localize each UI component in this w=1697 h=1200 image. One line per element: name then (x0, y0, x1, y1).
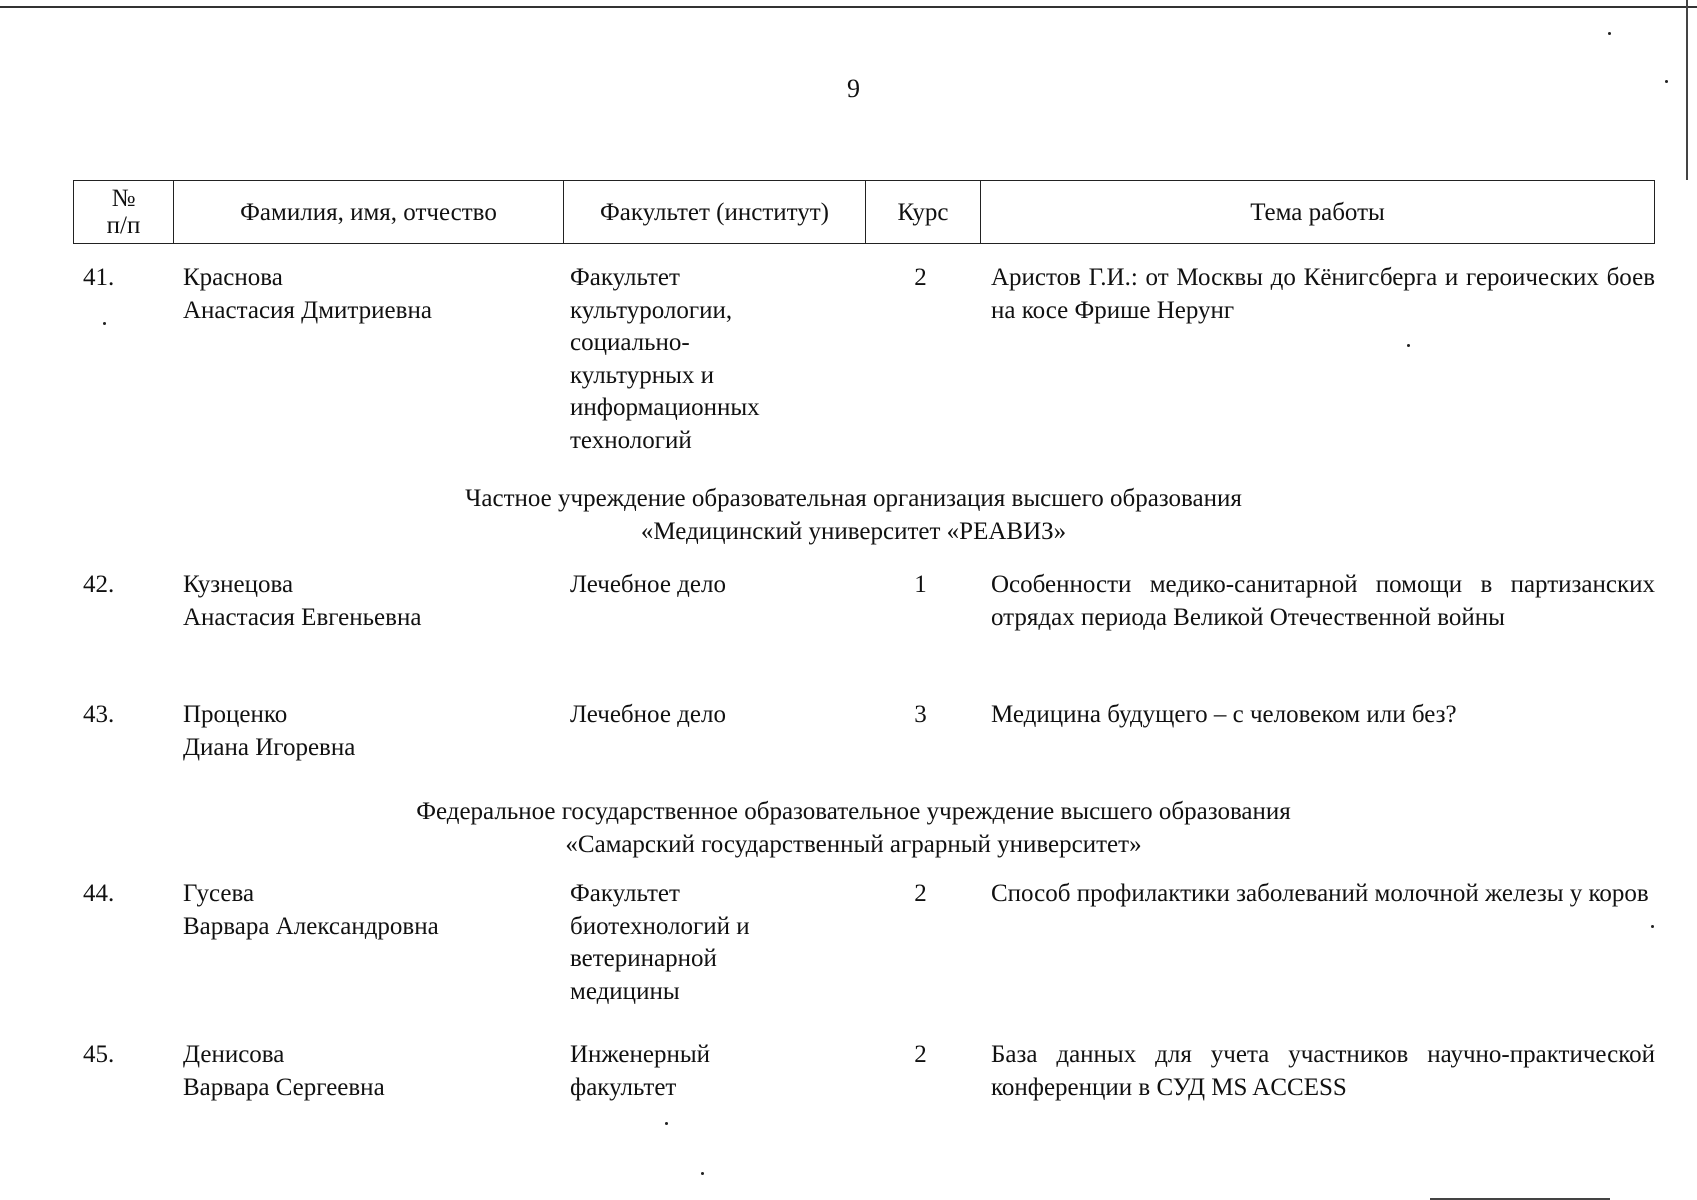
faculty: Лечебное дело (570, 571, 726, 598)
row-number: 43. (83, 701, 115, 728)
faculty: Факультет культурологии, социально- культурных и информационных технологий (570, 264, 760, 454)
course: 2 (914, 1041, 927, 1068)
header-topic: Тема работы (1250, 198, 1385, 226)
faculty: Факультет биотехнологий и ветеринарной медицины (570, 880, 750, 1005)
student-name: Кузнецова Анастасия Евгеньевна (183, 571, 422, 631)
institution-heading: Федеральное государственное образовательное учреждение высшего образования «Самарский государственный аграрный университет» (416, 798, 1291, 858)
topic: Способ профилактики заболеваний молочной железы у коров (991, 880, 1649, 907)
table-header (73, 180, 1655, 244)
header-course: Курс (866, 181, 981, 243)
row-number: 41. (83, 264, 115, 291)
table-row (73, 878, 1655, 1008)
topic: Особенности медико-санитарной помощи в партизанских отрядах периода Великой Отечественной войны (991, 571, 1655, 631)
student-name: Денисова Варвара Сергеевна (183, 1041, 385, 1101)
header-num: № п/п (74, 181, 174, 243)
course: 3 (914, 701, 927, 728)
row-number: 45. (83, 1041, 115, 1068)
scan-speck (665, 1122, 668, 1125)
top-border-line (0, 6, 1697, 8)
header-name: Фамилия, имя, отчество (174, 181, 564, 243)
faculty: Инженерный факультет (570, 1041, 711, 1101)
page-number: 9 (847, 74, 860, 103)
scan-speck (1608, 32, 1611, 35)
faculty: Лечебное дело (570, 701, 726, 728)
table-row (73, 262, 1655, 457)
header-faculty: Факультет (институт) (564, 181, 866, 243)
table-row (73, 569, 1655, 634)
course: 1 (914, 571, 927, 598)
topic: Аристов Г.И.: от Москвы до Кёнигсберга и героических боев на косе Фрише Нерунг (991, 264, 1655, 324)
institution-heading: Частное учреждение образовательная организация высшего образования «Медицинский университет «РЕАВИЗ» (465, 485, 1242, 545)
table-row (73, 1039, 1655, 1104)
course: 2 (914, 264, 927, 291)
scan-speck (701, 1172, 704, 1175)
student-name: Проценко Диана Игоревна (183, 701, 356, 761)
topic: База данных для учета участников научно-практической конференции в СУД MS ACCESS (991, 1041, 1655, 1101)
topic: Медицина будущего – с человеком или без? (991, 701, 1457, 728)
course: 2 (914, 880, 927, 907)
table-row (73, 699, 1655, 764)
student-name: Краснова Анастасия Дмитриевна (183, 264, 432, 324)
row-number: 42. (83, 571, 115, 598)
row-number: 44. (83, 880, 115, 907)
student-name: Гусева Варвара Александровна (183, 880, 439, 940)
